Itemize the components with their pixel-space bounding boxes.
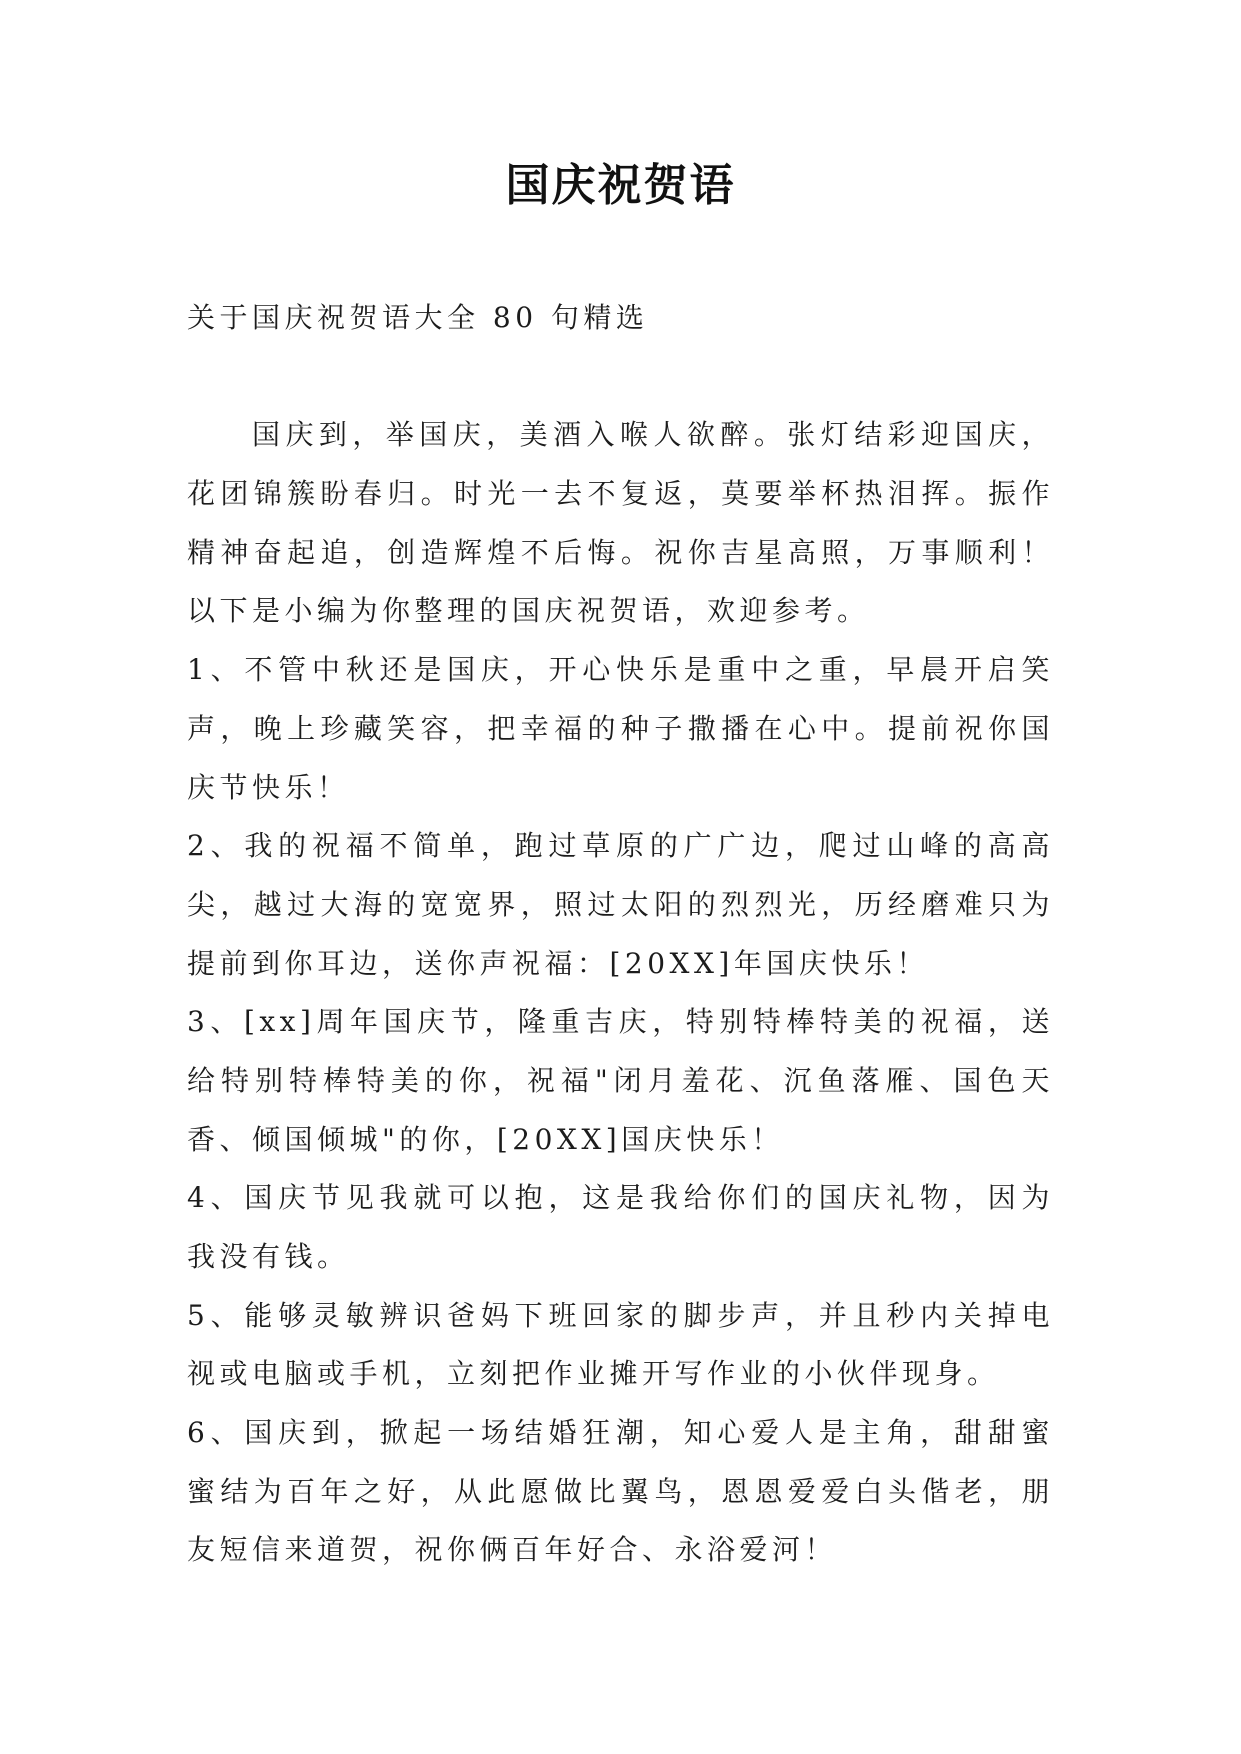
- wish-item-line: 给特别特棒特美的你，祝福"闭月羞花、沉鱼落雁、国色天: [187, 1063, 1054, 1097]
- intro-paragraph: [187, 406, 1054, 641]
- wish-item-line: 5、能够灵敏辨识爸妈下班回家的脚步声，并且秒内关掉电: [187, 1298, 1054, 1332]
- wish-item-line: 香、倾国倾城"的你，[20XX]国庆快乐！: [187, 1122, 784, 1156]
- blank-line: [187, 348, 1054, 407]
- wish-item-line: 6、国庆到，掀起一场结婚狂潮，知心爱人是主角，甜甜蜜: [187, 1416, 1054, 1450]
- wish-item-line: 蜜结为百年之好，从此愿做比翼鸟，恩恩爱爱白头偕老，朋: [187, 1474, 1054, 1508]
- wish-item-line: 我没有钱。: [187, 1240, 350, 1273]
- wish-item-line: 2、我的祝福不简单，跑过草原的广广边，爬过山峰的高高: [187, 829, 1054, 863]
- wish-item-line: 尖，越过大海的宽宽界，照过太阳的烈烈光，历经磨难只为: [187, 887, 1054, 921]
- wish-item-2: [187, 817, 1054, 993]
- wish-item-1: [187, 641, 1054, 817]
- wish-item-line: 庆节快乐！: [187, 770, 350, 804]
- wish-item-5: [187, 1287, 1054, 1404]
- document-subtitle: 关于国庆祝贺语大全 80 句精选: [187, 301, 649, 334]
- intro-paragraph-line: 国庆到，举国庆，美酒入喉人欲醉。张灯结彩迎国庆，: [252, 418, 1054, 452]
- document-body: [187, 289, 1054, 1580]
- wish-item-line: 提前到你耳边，送你声祝福：[20XX]年国庆快乐！: [187, 946, 929, 980]
- wish-item-line: 友短信来道贺，祝你俩百年好合、永浴爱河！: [187, 1533, 838, 1567]
- wish-item-line: 视或电脑或手机，立刻把作业摊开写作业的小伙伴现身。: [187, 1357, 1000, 1391]
- wish-item-line: 1、不管中秋还是国庆，开心快乐是重中之重，早晨开启笑: [187, 653, 1054, 687]
- document-title: 国庆祝贺语: [505, 160, 736, 211]
- intro-paragraph-line: 以下是小编为你整理的国庆祝贺语，欢迎参考。: [187, 594, 870, 628]
- wish-item-line: 3、[xx]周年国庆节，隆重吉庆，特别特棒特美的祝福，送: [187, 1005, 1054, 1039]
- wish-item-6: [187, 1404, 1054, 1580]
- intro-paragraph-line: 花团锦簇盼春归。时光一去不复返，莫要举杯热泪挥。振作: [187, 477, 1054, 511]
- wish-item-4: [187, 1169, 1054, 1286]
- intro-paragraph-line: 精神奋起追，创造辉煌不后悔。祝你吉星高照，万事顺利！: [187, 535, 1054, 569]
- wish-item-line: 4、国庆节见我就可以抱，这是我给你们的国庆礼物，因为: [187, 1181, 1054, 1215]
- wish-item-3: [187, 993, 1054, 1169]
- wish-item-line: 声，晚上珍藏笑容，把幸福的种子撒播在心中。提前祝你国: [187, 711, 1054, 745]
